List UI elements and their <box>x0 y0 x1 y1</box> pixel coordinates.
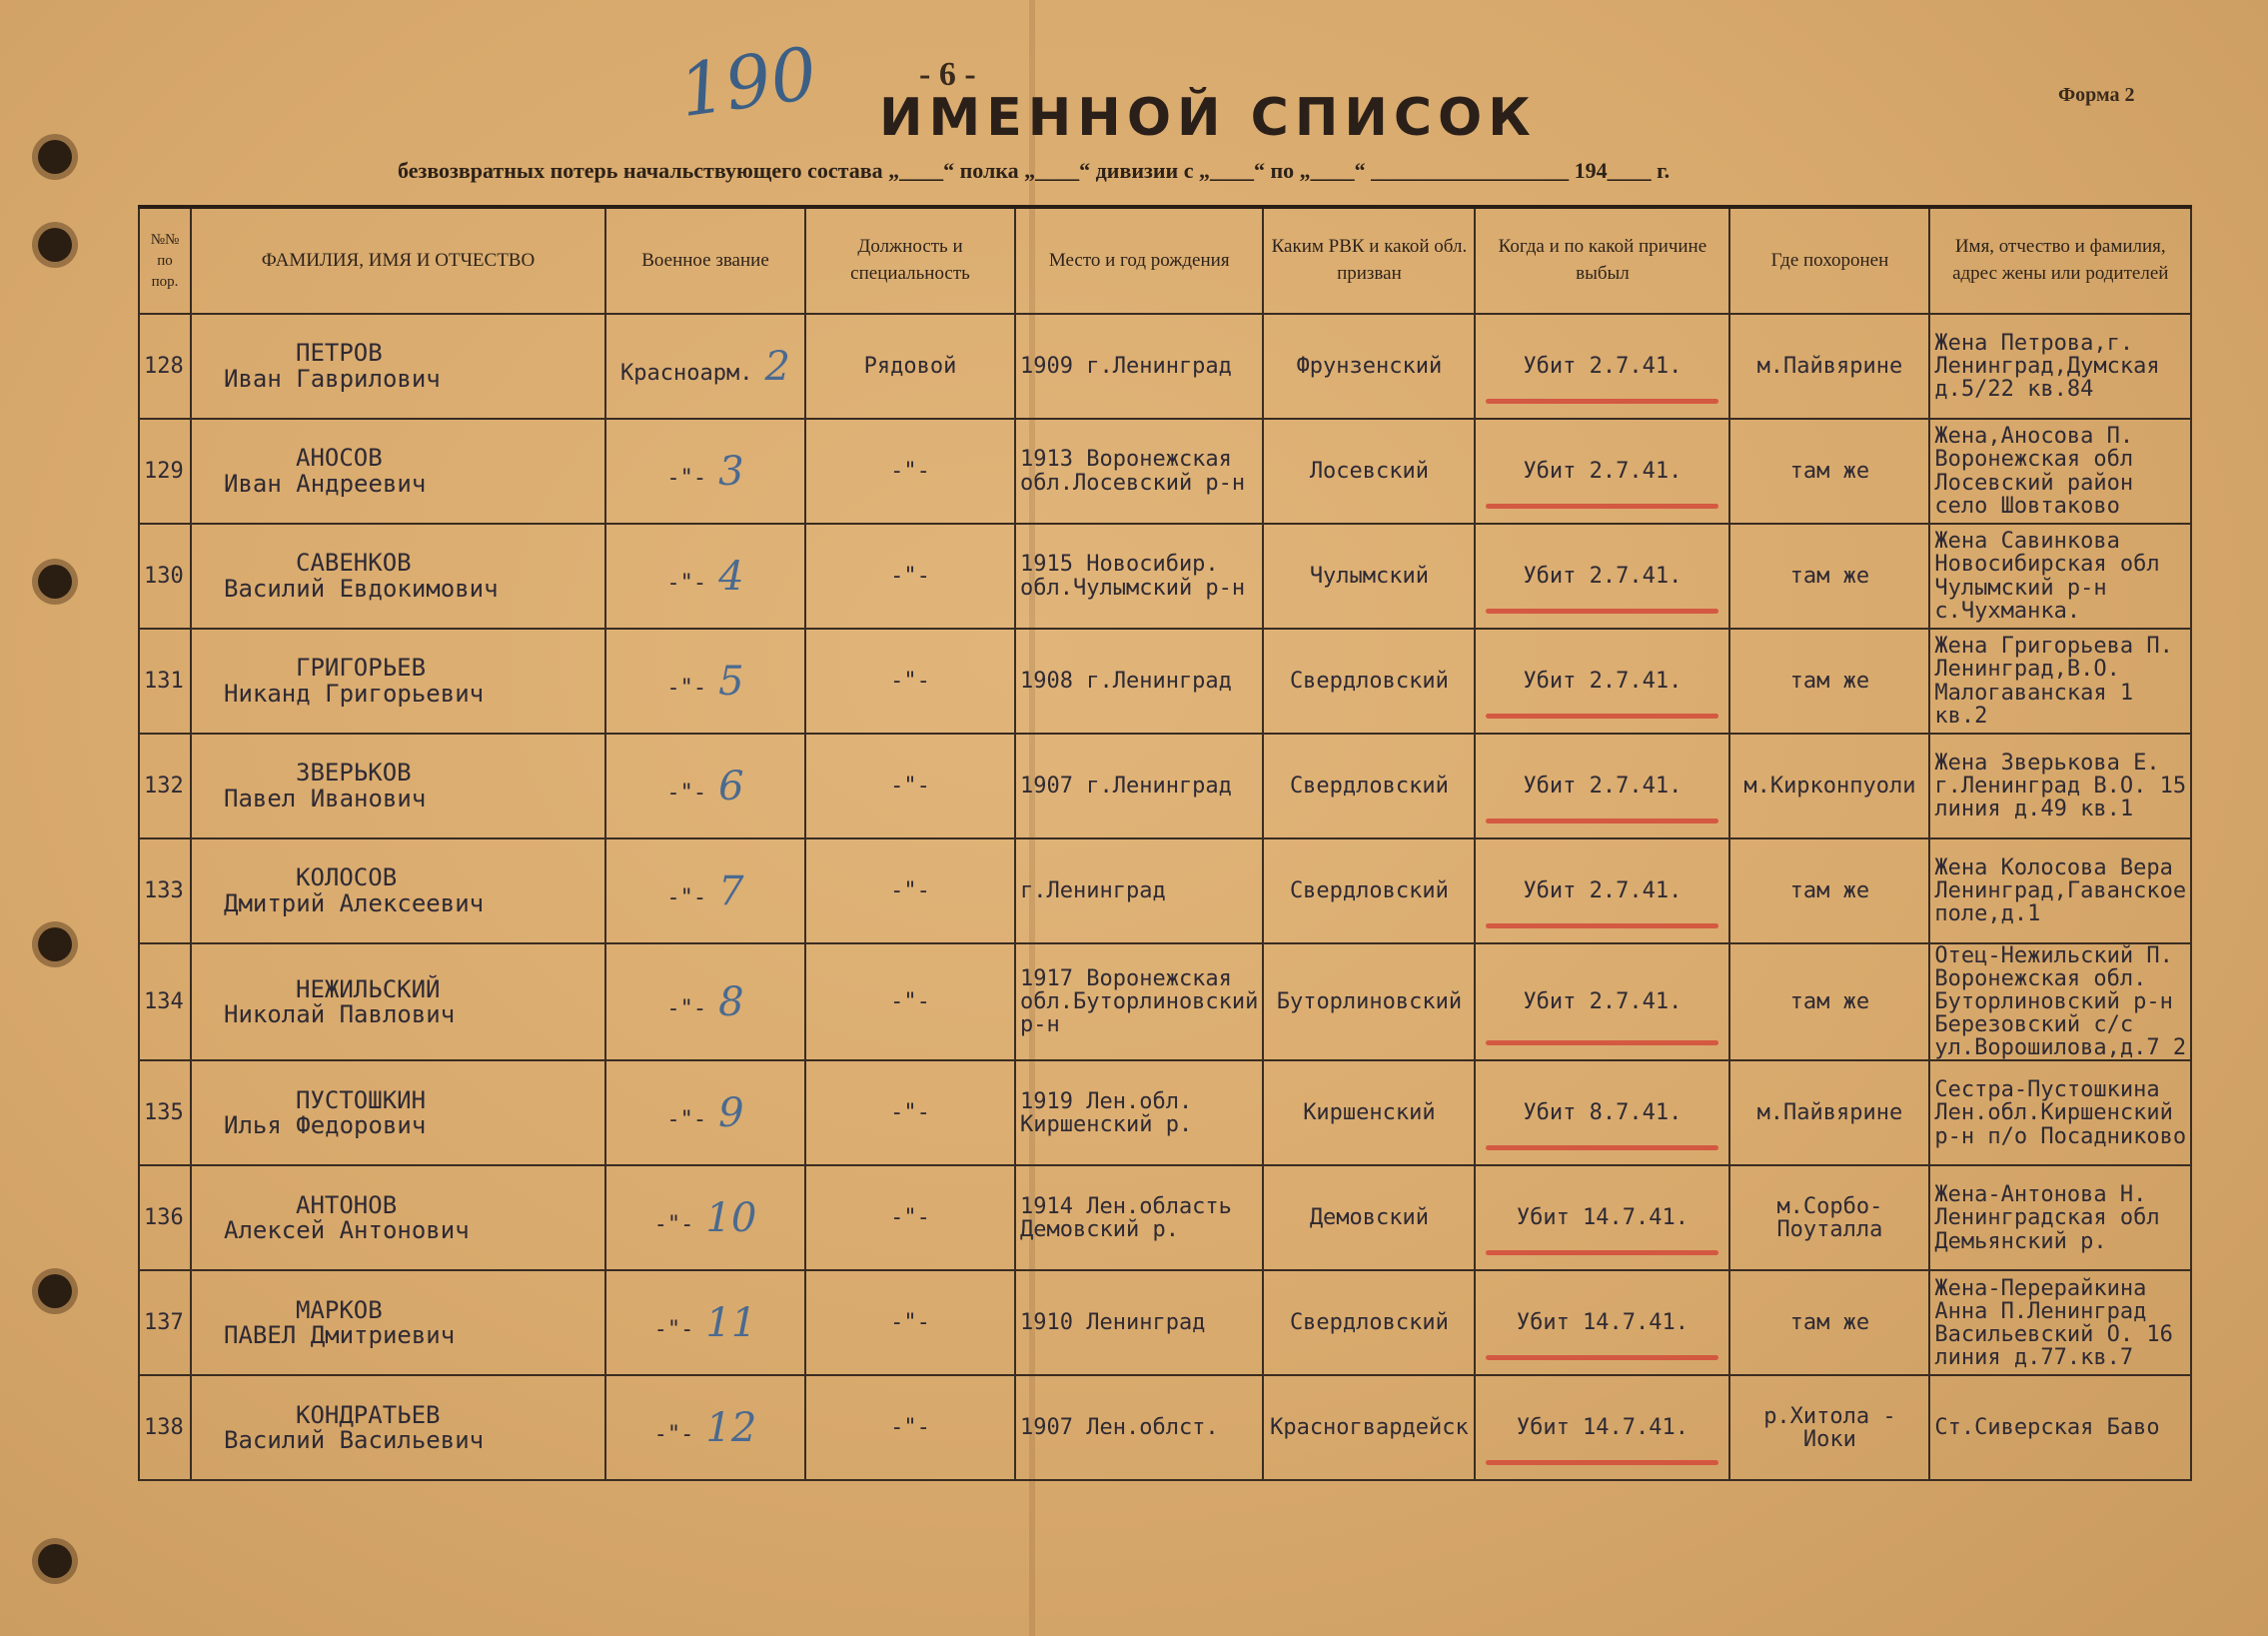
cause: Убит 14.7.41. <box>1516 1415 1690 1441</box>
column-header: Место и год рождения <box>1015 207 1263 314</box>
next-of-kin: Жена Колосова Вера Ленинград,Гаванское поле,д.1 <box>1929 838 2191 943</box>
table-row <box>139 838 2191 943</box>
position: -"- <box>805 1165 1015 1270</box>
rank-cell <box>605 524 805 629</box>
position: -"- <box>805 943 1015 1060</box>
column-header: Должность и специальность <box>805 207 1015 314</box>
burial-place: там же <box>1729 419 1929 524</box>
next-of-kin: Отец-Нежильский П. Воронежская обл. Буторлиновский р-н Березовский с/с ул.Ворошилова,д.7 2 <box>1929 943 2191 1060</box>
rank-cell <box>605 1270 805 1375</box>
cause: Убит 14.7.41. <box>1516 1310 1690 1336</box>
surname: АНТОНОВ <box>296 1190 398 1219</box>
person-name-cell <box>191 734 605 838</box>
conscription-office: Киршенский <box>1263 1060 1475 1165</box>
handwritten-rank-number: 4 <box>718 553 744 600</box>
rank: -"- <box>653 1421 694 1447</box>
handwritten-rank-number: 8 <box>718 978 744 1025</box>
punch-hole <box>38 140 72 174</box>
rank: -"- <box>666 884 707 910</box>
row-number: 129 <box>139 419 191 524</box>
red-underline <box>1486 399 1718 404</box>
burial-place: там же <box>1729 943 1929 1060</box>
burial-place: р.Хитола - Иоки <box>1729 1375 1929 1480</box>
burial-place: там же <box>1729 838 1929 943</box>
cause: Убит 2.7.41. <box>1523 668 1683 694</box>
row-number: 133 <box>139 838 191 943</box>
row-number: 138 <box>139 1375 191 1480</box>
cause-cell <box>1475 419 1729 524</box>
cause: Убит 2.7.41. <box>1523 877 1683 903</box>
cause: Убит 2.7.41. <box>1523 989 1683 1015</box>
column-header: ФАМИЛИЯ, ИМЯ И ОТЧЕСТВО <box>191 207 605 314</box>
handwritten-rank-number: 12 <box>705 1404 757 1451</box>
red-underline <box>1486 1040 1718 1045</box>
person-name-cell <box>191 838 605 943</box>
form-label: Форма 2 <box>2058 84 2135 106</box>
cause-cell <box>1475 524 1729 629</box>
conscription-office: Свердловский <box>1263 838 1475 943</box>
cause-cell <box>1475 1375 1729 1480</box>
person-name-cell <box>191 629 605 734</box>
given-name: Николай Павлович <box>224 999 456 1028</box>
red-underline <box>1486 1250 1718 1255</box>
conscription-office: Демовский <box>1263 1165 1475 1270</box>
table-row <box>139 524 2191 629</box>
cause: Убит 2.7.41. <box>1523 458 1683 484</box>
column-header: №№ по пор. <box>139 207 191 314</box>
rank: -"- <box>666 995 707 1021</box>
punch-hole <box>38 565 72 599</box>
rank: -"- <box>666 675 707 701</box>
handwritten-rank-number: 6 <box>718 763 744 810</box>
red-underline <box>1486 1460 1718 1465</box>
given-name: Павел Иванович <box>224 784 427 813</box>
position: -"- <box>805 629 1015 734</box>
rank-cell <box>605 419 805 524</box>
cause: Убит 2.7.41. <box>1523 773 1683 799</box>
cause-cell <box>1475 1060 1729 1165</box>
burial-place: там же <box>1729 524 1929 629</box>
given-name: Никанд Григорьевич <box>224 679 485 708</box>
person-name-cell <box>191 1060 605 1165</box>
given-name: Василий Васильевич <box>224 1425 485 1454</box>
person-name-cell <box>191 943 605 1060</box>
punch-hole <box>38 1544 72 1578</box>
birth-place-year: 1919 Лен.обл. Киршенский р. <box>1015 1060 1263 1165</box>
rank-cell <box>605 943 805 1060</box>
page-number: - 6 - <box>919 56 976 93</box>
column-header: Военное звание <box>605 207 805 314</box>
surname: НЕЖИЛЬСКИЙ <box>296 974 441 1003</box>
burial-place: м.Кирконпуоли <box>1729 734 1929 838</box>
position: Рядовой <box>805 314 1015 419</box>
rank: -"- <box>653 1316 694 1342</box>
cause-cell <box>1475 314 1729 419</box>
conscription-office: Красногвардейск <box>1263 1375 1475 1480</box>
table-row <box>139 734 2191 838</box>
conscription-office: Свердловский <box>1263 734 1475 838</box>
next-of-kin: Ст.Сиверская Баво <box>1929 1375 2191 1480</box>
conscription-office: Лосевский <box>1263 419 1475 524</box>
conscription-office: Чулымский <box>1263 524 1475 629</box>
surname: ГРИГОРЬЕВ <box>296 654 427 683</box>
rank-cell <box>605 838 805 943</box>
document-subtitle: безвозвратных потерь начальствующего состава „____“ полка „____“ дивизии с „____“ по „____“ __________________ 194____ г. <box>398 158 1671 183</box>
surname: ЗВЕРЬКОВ <box>296 759 412 788</box>
handwritten-rank-number: 3 <box>718 448 744 495</box>
handwritten-sheet-number: 190 <box>673 30 822 134</box>
row-number: 132 <box>139 734 191 838</box>
next-of-kin: Жена-Перерайкина Анна П.Ленинград Васильевский О. 16 линия д.77.кв.7 <box>1929 1270 2191 1375</box>
rank-cell <box>605 1165 805 1270</box>
cause: Убит 8.7.41. <box>1523 1100 1683 1126</box>
person-name-cell <box>191 1375 605 1480</box>
burial-place: там же <box>1729 629 1929 734</box>
given-name: Иван Гаврилович <box>224 364 441 393</box>
birth-place-year: 1907 Лен.облст. <box>1015 1375 1263 1480</box>
red-underline <box>1486 714 1718 719</box>
next-of-kin: Жена Григорьева П. Ленинград,В.О. Малогаванская 1 кв.2 <box>1929 629 2191 734</box>
column-header: Когда и по какой причине выбыл <box>1475 207 1729 314</box>
position: -"- <box>805 1375 1015 1480</box>
position: -"- <box>805 734 1015 838</box>
next-of-kin: Сестра-Пустошкина Лен.обл.Киршенский р-н п/о Посадниково <box>1929 1060 2191 1165</box>
person-name-cell <box>191 419 605 524</box>
cause: Убит 2.7.41. <box>1523 353 1683 379</box>
row-number: 136 <box>139 1165 191 1270</box>
rank: Красноарм. <box>620 360 753 386</box>
birth-place-year: 1915 Новосибир. обл.Чулымский р-н <box>1015 524 1263 629</box>
rank: -"- <box>666 1106 707 1132</box>
conscription-office: Свердловский <box>1263 629 1475 734</box>
row-number: 134 <box>139 943 191 1060</box>
table-row <box>139 419 2191 524</box>
surname: КОЛОСОВ <box>296 863 398 892</box>
row-number: 131 <box>139 629 191 734</box>
handwritten-rank-number: 2 <box>764 343 790 390</box>
surname: ПЕТРОВ <box>296 339 383 368</box>
rank: -"- <box>666 465 707 491</box>
cause-cell <box>1475 734 1729 838</box>
column-header: Каким РВК и какой обл. призван <box>1263 207 1475 314</box>
next-of-kin: Жена Петрова,г. Ленинград,Думская д.5/22 кв.84 <box>1929 314 2191 419</box>
column-header: Имя, отчество и фамилия, адрес жены или родителей <box>1929 207 2191 314</box>
given-name: Илья Федорович <box>224 1110 427 1139</box>
red-underline <box>1486 1145 1718 1150</box>
next-of-kin: Жена-Антонова Н. Ленинградская обл Демьянский р. <box>1929 1165 2191 1270</box>
position: -"- <box>805 524 1015 629</box>
table-row <box>139 629 2191 734</box>
given-name: Иван Андреевич <box>224 469 427 498</box>
surname: АНОСОВ <box>296 444 383 473</box>
birth-place-year: 1917 Воронежская обл.Буторлиновский р-н <box>1015 943 1263 1060</box>
cause: Убит 2.7.41. <box>1523 563 1683 589</box>
cause-cell <box>1475 943 1729 1060</box>
red-underline <box>1486 609 1718 614</box>
person-name-cell <box>191 1165 605 1270</box>
row-number: 130 <box>139 524 191 629</box>
punch-hole <box>38 1274 72 1308</box>
position: -"- <box>805 1270 1015 1375</box>
rank: -"- <box>666 570 707 596</box>
table-row <box>139 943 2191 1060</box>
casualty-table <box>138 205 2192 1481</box>
rank-cell <box>605 734 805 838</box>
burial-place: там же <box>1729 1270 1929 1375</box>
document-title: ИМЕННОЙ СПИСОК <box>879 88 1537 148</box>
red-underline <box>1486 818 1718 823</box>
person-name-cell <box>191 1270 605 1375</box>
cause-cell <box>1475 629 1729 734</box>
birth-place-year: 1914 Лен.область Демовский р. <box>1015 1165 1263 1270</box>
birth-place-year: г.Ленинград <box>1015 838 1263 943</box>
cause-cell <box>1475 1165 1729 1270</box>
surname: МАРКОВ <box>296 1295 383 1324</box>
burial-place: м.Пайвярине <box>1729 314 1929 419</box>
conscription-office: Фрунзенский <box>1263 314 1475 419</box>
conscription-office: Буторлиновский <box>1263 943 1475 1060</box>
birth-place-year: 1907 г.Ленинград <box>1015 734 1263 838</box>
given-name: Василий Евдокимович <box>224 574 499 603</box>
red-underline <box>1486 923 1718 928</box>
table-row <box>139 1165 2191 1270</box>
given-name: Алексей Антонович <box>224 1215 470 1244</box>
burial-place: м.Сорбо-Поуталла <box>1729 1165 1929 1270</box>
row-number: 135 <box>139 1060 191 1165</box>
cause: Убит 14.7.41. <box>1516 1205 1690 1231</box>
rank-cell <box>605 629 805 734</box>
handwritten-rank-number: 11 <box>705 1299 757 1346</box>
column-header: Где похоронен <box>1729 207 1929 314</box>
table-row <box>139 1270 2191 1375</box>
given-name: ПАВЕЛ Дмитриевич <box>224 1320 456 1349</box>
cause-cell <box>1475 838 1729 943</box>
next-of-kin: Жена,Аносова П. Воронежская обл Лосевский район село Шовтаково <box>1929 419 2191 524</box>
birth-place-year: 1910 Ленинград <box>1015 1270 1263 1375</box>
given-name: Дмитрий Алексеевич <box>224 888 485 917</box>
person-name-cell <box>191 524 605 629</box>
handwritten-rank-number: 5 <box>718 658 744 705</box>
rank: -"- <box>666 780 707 806</box>
birth-place-year: 1908 г.Ленинград <box>1015 629 1263 734</box>
birth-place-year: 1913 Воронежская обл.Лосевский р-н <box>1015 419 1263 524</box>
surname: КОНДРАТЬЕВ <box>296 1400 441 1429</box>
rank: -"- <box>653 1211 694 1237</box>
next-of-kin: Жена Савинкова Новосибирская обл Чулымский р-н с.Чухманка. <box>1929 524 2191 629</box>
table-row <box>139 314 2191 419</box>
table-header-row <box>139 207 2191 314</box>
handwritten-rank-number: 10 <box>705 1194 757 1241</box>
surname: ПУСТОШКИН <box>296 1085 427 1114</box>
row-number: 137 <box>139 1270 191 1375</box>
handwritten-rank-number: 9 <box>718 1089 744 1136</box>
person-name-cell <box>191 314 605 419</box>
birth-place-year: 1909 г.Ленинград <box>1015 314 1263 419</box>
position: -"- <box>805 419 1015 524</box>
punch-hole <box>38 927 72 961</box>
conscription-office: Свердловский <box>1263 1270 1475 1375</box>
punch-hole <box>38 228 72 262</box>
next-of-kin: Жена Зверькова Е. г.Ленинград В.О. 15 линия д.49 кв.1 <box>1929 734 2191 838</box>
position: -"- <box>805 838 1015 943</box>
table-row <box>139 1375 2191 1480</box>
handwritten-rank-number: 7 <box>718 867 744 914</box>
cause-cell <box>1475 1270 1729 1375</box>
red-underline <box>1486 504 1718 509</box>
rank-cell <box>605 1060 805 1165</box>
position: -"- <box>805 1060 1015 1165</box>
rank-cell <box>605 1375 805 1480</box>
surname: САВЕНКОВ <box>296 549 412 578</box>
red-underline <box>1486 1355 1718 1360</box>
table-row <box>139 1060 2191 1165</box>
row-number: 128 <box>139 314 191 419</box>
burial-place: м.Пайвярине <box>1729 1060 1929 1165</box>
rank-cell <box>605 314 805 419</box>
